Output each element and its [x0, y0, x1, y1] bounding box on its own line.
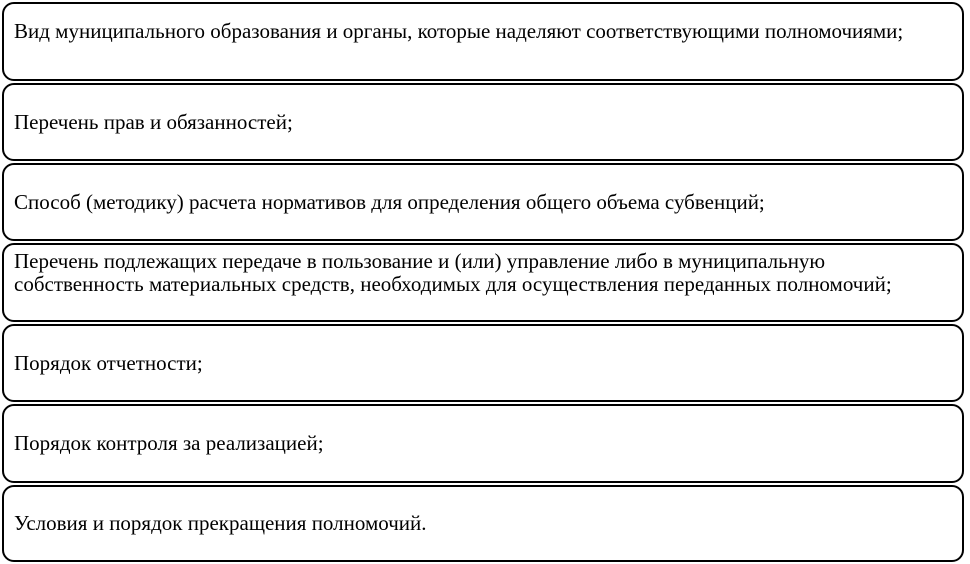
- list-box-text: Вид муниципального образования и органы, которые наделяют соответствующими полномочиями;: [14, 19, 904, 43]
- list-box-text: Способ (методику) расчета нормативов для определения общего объема субвенций;: [14, 189, 765, 214]
- list-box-rights-duties: [2, 83, 964, 161]
- list-box-text: Условия и порядок прекращения полномочий.: [14, 511, 427, 535]
- list-box-text: Порядок отчетности;: [14, 350, 203, 375]
- list-box-termination: [2, 485, 964, 562]
- list-box-reporting: [2, 324, 964, 402]
- list-box-municipality-type: [2, 2, 964, 81]
- list-box-material-resources: [2, 243, 964, 322]
- list-box-control: [2, 404, 964, 483]
- list-box-text: Перечень подлежащих передаче в пользование и (или) управление либо в муниципальную собственность материальных средств, необходимых для осуществления переданных полномочий;: [14, 249, 892, 296]
- list-box-text: Перечень прав и обязанностей;: [14, 109, 293, 134]
- list-box-text: Порядок контроля за реализацией;: [14, 431, 324, 455]
- list-box-calculation-method: [2, 163, 964, 241]
